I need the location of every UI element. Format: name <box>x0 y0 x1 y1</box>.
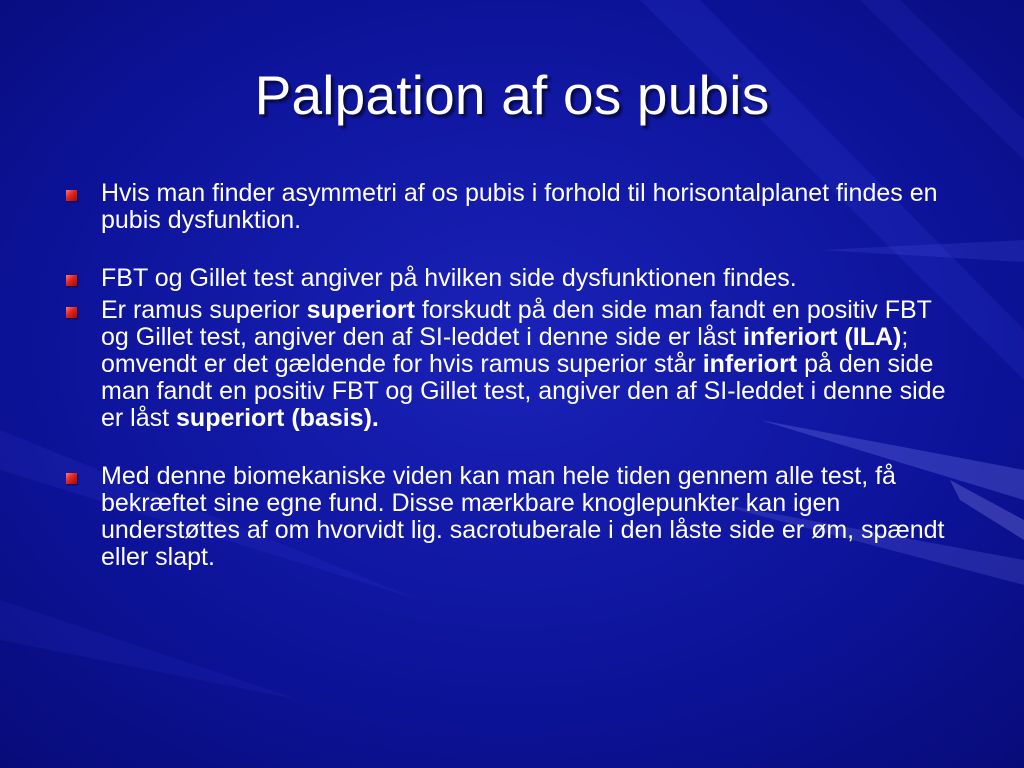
bullet-text-part: ; omvendt er det gældende for hvis ramus superior står <box>101 323 909 378</box>
bullet-item <box>60 463 960 571</box>
bullet-list <box>60 180 960 571</box>
bullet-text-part: på den side man fandt en positiv FBT og Gillet test, angiver den af SI-leddet i denne side er låst <box>101 350 946 432</box>
bullet-text: FBT og Gillet test angiver på hvilken side dysfunktionen findes. <box>101 264 797 292</box>
bullet-item <box>60 265 960 292</box>
bullet-item <box>60 297 960 432</box>
square-bullet-icon <box>66 190 77 201</box>
bullet-text: Med denne biomekaniske viden kan man hele tiden gennem alle test, få bekræftet sine egne fund. Disse mærkbare knoglepunkter kan igen understøttes af om hvorvidt lig. sacrotuberale i den låste side er øm, spændt eller slapt. <box>101 462 945 571</box>
bullet-text-bold: superiort <box>306 296 415 324</box>
bullet-text-part: forskudt på den side man fandt en positiv FBT og Gillet test, angiver den af SI-leddet i denne side er låst <box>101 296 932 351</box>
square-bullet-icon <box>66 307 77 318</box>
bullet-item <box>60 180 960 234</box>
square-bullet-icon <box>66 473 77 484</box>
bullet-text-bold: inferiort <box>702 350 798 378</box>
square-bullet-icon <box>66 275 77 286</box>
bullet-text-bold: superiort (basis). <box>176 404 379 432</box>
bullet-text-bold: inferiort (ILA) <box>743 323 902 351</box>
slide-title: Palpation af os pubis <box>254 64 770 126</box>
bullet-text: Hvis man finder asymmetri af os pubis i forhold til horisontalplanet findes en pubis dysfunktion. <box>101 179 938 234</box>
bullet-text-part: Er ramus superior <box>101 296 307 324</box>
